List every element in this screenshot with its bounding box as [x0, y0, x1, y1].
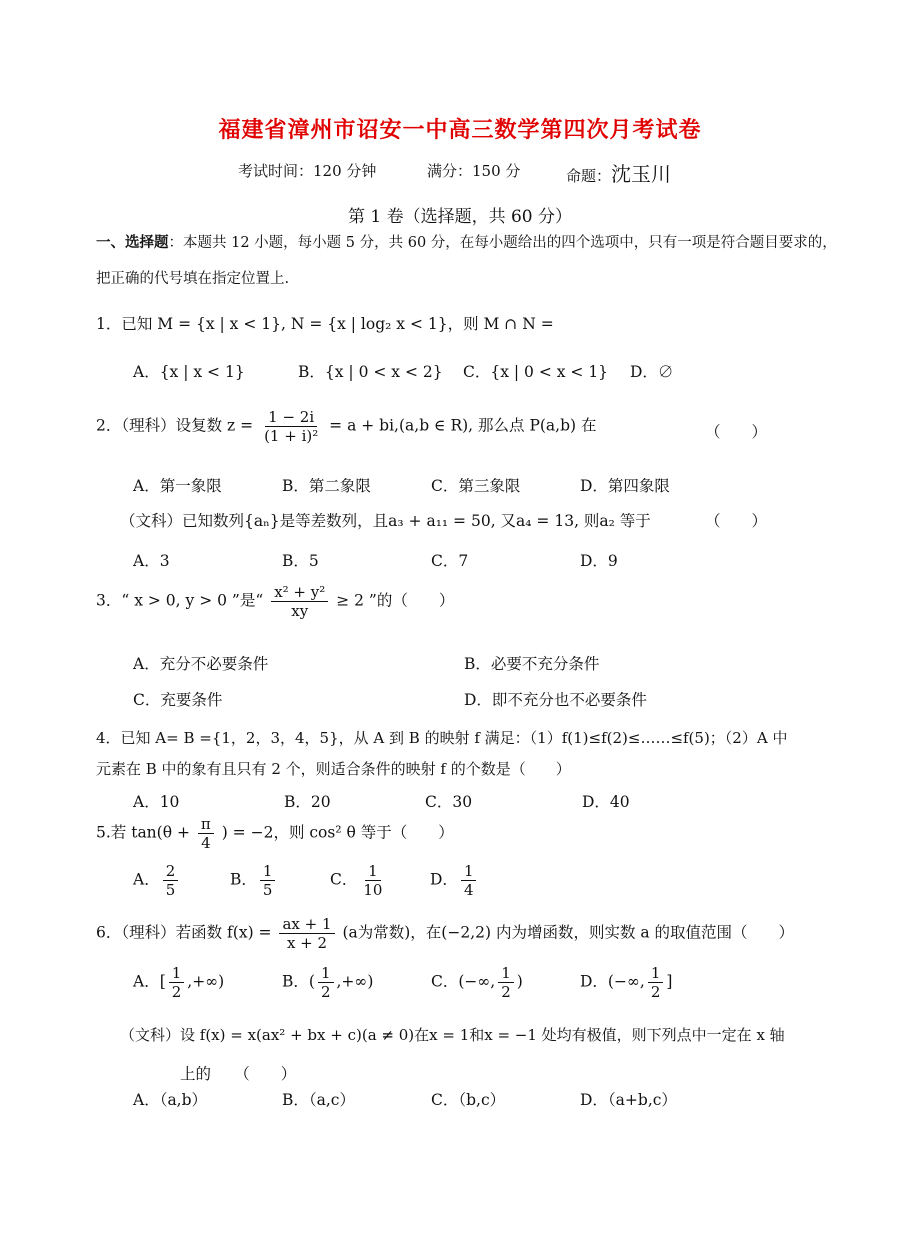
q6w-option-c: C．（b,c）	[431, 1091, 506, 1109]
q6-fraction	[279, 915, 334, 952]
q5-option-b: B． $\frac{1}{5}$	[230, 862, 278, 899]
q6w-option-b: B．（a,c）	[282, 1091, 355, 1109]
q6-prefix: 6．（理科）若函数 f(x) =	[96, 923, 272, 942]
question-6-wenke-line1: （文科）设 f(x) = x(ax² + bx + c)(a ≠ 0)在x = 1和x = −1 处均有极值，则下列点中一定在 x 轴	[120, 1026, 785, 1044]
q6-suffix: (a为常数)，在(−2,2) 内为增函数，则实数 a 的取值范围（ ）	[342, 923, 795, 942]
author-label: 命题：	[566, 167, 612, 185]
section-heading: 一、选择题	[96, 234, 169, 251]
q2-option-b: B．第二象限	[282, 477, 371, 495]
q2-suffix: = a + bi,(a,b ∈ R), 那么点 P(a,b) 在	[329, 416, 597, 435]
q3-suffix: ≥ 2 ”的（ ）	[336, 591, 455, 610]
q6w-option-d: D．（a+b,c）	[580, 1091, 677, 1109]
q1-option-a: A．{x | x < 1}	[133, 363, 245, 381]
q1-option-c: C．{x | 0 < x < 1}	[463, 363, 609, 381]
q6w-option-a: A．（a,b）	[133, 1091, 208, 1109]
q4-option-d: D．40	[582, 793, 630, 811]
instructions-line2: 把正确的代号填在指定位置上.	[96, 271, 290, 287]
q6-option-c: C．(−∞, $\frac{1}{2}$ )	[431, 964, 523, 1001]
q6-option-a: A．[ $\frac{1}{2}$ ,+∞)	[133, 964, 225, 1001]
q2-option-d: D．第四象限	[580, 477, 670, 495]
question-6-wenke-line2: 上的 （ ）	[180, 1065, 297, 1083]
q1-option-d: D．∅	[630, 363, 674, 381]
question-6	[96, 915, 794, 952]
q3-frac-num: x² + y²	[271, 583, 328, 602]
q1-option-b: B．{x | 0 < x < 2}	[298, 363, 443, 381]
q3-option-c: C．充要条件	[133, 691, 223, 709]
exam-time: 考试时间：120 分钟	[238, 162, 377, 180]
q4-option-c: C．30	[425, 793, 473, 811]
q6-option-d: D．(−∞, $\frac{1}{2}$ ]	[580, 964, 673, 1001]
question-5	[96, 815, 454, 852]
q2-option-c: C．第三象限	[431, 477, 521, 495]
q2-option-a: A．第一象限	[133, 477, 222, 495]
q6-frac-num: ax + 1	[279, 915, 334, 934]
section-title: 第 1 卷（选择题，共 60 分）	[347, 207, 573, 227]
q5-option-c: C． $\frac{1}{10}$	[330, 862, 383, 899]
q2w-option-a: A．3	[133, 552, 170, 570]
q3-fraction	[271, 583, 328, 620]
exam-author	[566, 158, 671, 187]
q3-frac-den: xy	[291, 602, 309, 620]
question-3	[96, 583, 454, 620]
question-1: 1．已知 M = {x | x < 1}, N = {x | log₂ x < 1}，则 M ∩ N =	[96, 315, 554, 333]
q2w-option-b: B．5	[282, 552, 319, 570]
q2w-option-d: D．9	[580, 552, 618, 570]
q2-frac-num: 1 − 2i	[265, 408, 317, 427]
q5-frac-den: 4	[201, 834, 211, 852]
question-4-line1: 4．已知 A= B ={1，2，3，4，5}，从 A 到 B 的映射 f 满足：（1）f(1)≤f(2)≤……≤f(5)；（2）A 中	[96, 729, 788, 747]
q3-option-a: A．充分不必要条件	[133, 655, 269, 673]
q2w-answer-paren: （ ）	[705, 512, 768, 530]
q3-option-d: D．即不充分也不必要条件	[464, 691, 647, 709]
q2-prefix: 2．（理科）设复数 z =	[96, 416, 254, 435]
question-2	[96, 408, 596, 445]
q5-fraction	[198, 815, 214, 852]
q2w-option-c: C．7	[431, 552, 469, 570]
q3-option-b: B．必要不充分条件	[464, 655, 600, 673]
instructions-line1: ：本题共 12 小题，每小题 5 分，共 60 分，在每小题给出的四个选项中，只有一项是符合题目要求的，	[168, 235, 837, 251]
q5-option-a: A． $\frac{2}{5}$	[133, 862, 181, 899]
q5-prefix: 5.若 tan(θ +	[96, 823, 190, 842]
q2-answer-paren: （ ）	[705, 423, 768, 441]
q6-frac-den: x + 2	[286, 934, 328, 952]
q2-fraction	[261, 408, 321, 445]
question-4-line2: 元素在 B 中的象有且只有 2 个，则适合条件的映射 f 的个数是（ ）	[96, 760, 571, 778]
q4-option-a: A．10	[133, 793, 180, 811]
q5-frac-num: π	[198, 815, 214, 834]
exam-title: 福建省漳州市诏安一中高三数学第四次月考试卷	[218, 117, 702, 143]
q2-frac-den: (1 + i)²	[264, 427, 319, 445]
question-2-wenke: （文科）已知数列{aₙ}是等差数列，且a₃ + a₁₁ = 50, 又a₄ = 13, 则a₂ 等于	[120, 512, 651, 530]
exam-score: 满分：150 分	[427, 162, 521, 180]
q3-prefix: 3．“ x > 0, y > 0 ”是“	[96, 591, 264, 610]
q6-option-b: B．( $\frac{1}{2}$ ,+∞)	[282, 964, 374, 1001]
q4-option-b: B．20	[284, 793, 331, 811]
q5-option-d: D． $\frac{1}{4}$	[430, 862, 479, 899]
q5-suffix: ) = −2，则 cos² θ 等于（ ）	[221, 823, 454, 842]
section-instructions	[96, 233, 837, 253]
author-name: 沈玉川	[611, 162, 672, 186]
